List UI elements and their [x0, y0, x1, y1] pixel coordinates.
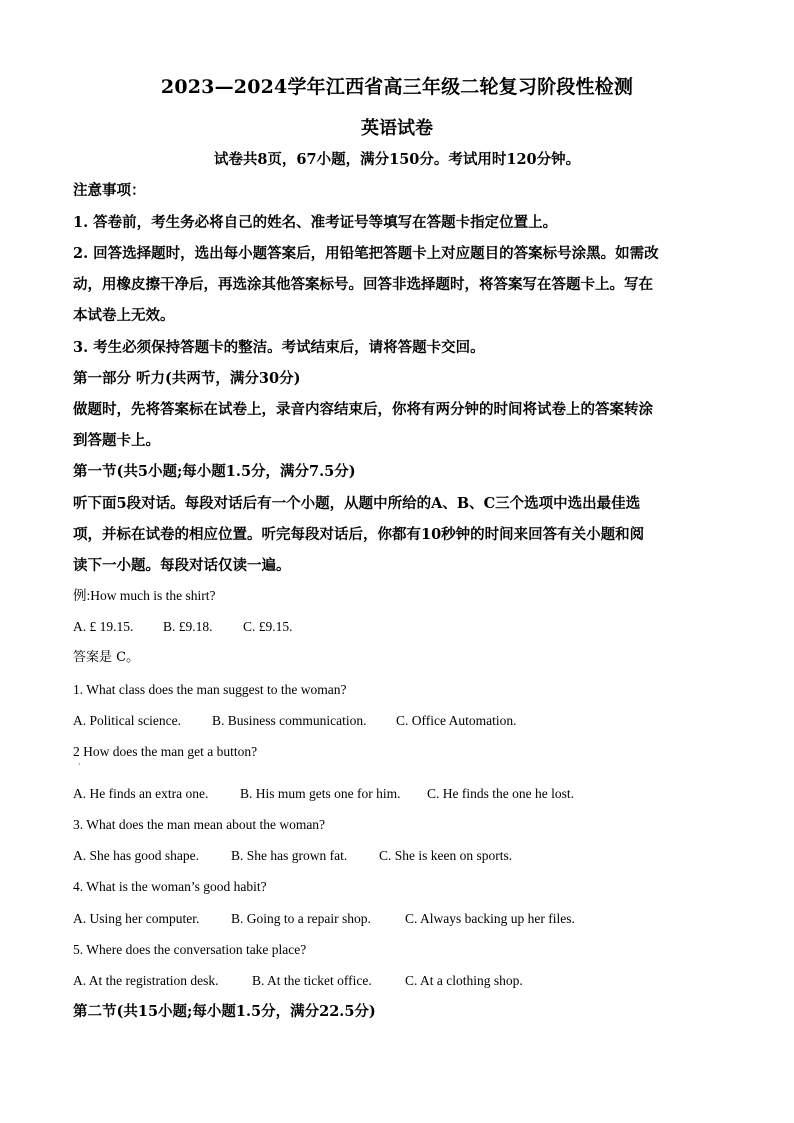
note-item-2-line-2: 动，用橡皮擦干净后，再选涂其他答案标号。回答非选择题时，将答案写在答题卡上。写在: [73, 276, 653, 293]
question-2-option-b: B. His mum gets one for him.: [240, 786, 401, 801]
note-item-2-line-1: 2. 回答选择题时，选出每小题答案后，用铅笔把答题卡上对应题目的答案标号涂黑。如需改: [73, 245, 659, 262]
stray-dot: ·: [78, 760, 81, 769]
question-1-option-c: C. Office Automation.: [396, 713, 517, 728]
question-1-option-b: B. Business communication.: [212, 713, 367, 728]
example-option-c: C. £9.15.: [243, 619, 293, 634]
notes-heading: 注意事项：: [73, 182, 146, 199]
question-1-option-a: A. Political science.: [73, 713, 181, 728]
question-3-option-c: C. She is keen on sports.: [379, 848, 513, 863]
exam-info: 试卷共8页，67小题，满分150分。考试用时120分钟。: [213, 151, 581, 168]
question-1-stem: 1. What class does the man suggest to the woman?: [73, 682, 347, 697]
question-2-option-c: C. He finds the one he lost.: [427, 786, 574, 801]
question-1-options: [73, 711, 733, 731]
question-5-option-a: A. At the registration desk.: [73, 973, 219, 988]
question-4-option-a: A. Using her computer.: [73, 911, 200, 926]
question-5-options: [73, 971, 733, 991]
note-item-3: 3. 考生必须保持答题卡的整洁。考试结束后，请将答题卡交回。: [73, 339, 485, 356]
question-2-option-a: A. He finds an extra one.: [73, 786, 209, 801]
question-4-option-b: B. Going to a repair shop.: [231, 911, 371, 926]
question-3-option-a: A. She has good shape.: [73, 848, 199, 863]
example-options: [73, 617, 733, 637]
question-5-option-c: C. At a clothing shop.: [405, 973, 523, 988]
question-3-option-b: B. She has grown fat.: [231, 848, 348, 863]
exam-title: 2023—2024学年江西省高三年级二轮复习阶段性检测: [160, 76, 634, 98]
section1-instructions-line-2: 项，并标在试卷的相应位置。听完每段对话后，你都有10秒钟的时间来回答有关小题和阅: [73, 526, 645, 543]
section1-instructions-line-3: 读下一小题。每段对话仅读一遍。: [73, 557, 291, 574]
subject-title: 英语试卷: [361, 118, 433, 139]
example-question: 例:How much is the shirt?: [73, 588, 216, 603]
question-2-options: [73, 784, 733, 804]
question-3-options: [73, 846, 733, 866]
question-4-option-c: C. Always backing up her files.: [405, 911, 575, 926]
question-5-option-b: B. At the ticket office.: [252, 973, 372, 988]
example-answer: 答案是 C。: [73, 650, 140, 665]
section1-heading: 第一节(共5小题;每小题1.5分，满分7.5分): [73, 463, 356, 480]
question-4-stem: 4. What is the woman’s good habit?: [73, 879, 267, 894]
section2-heading: 第二节(共15小题;每小题1.5分，满分22.5分): [73, 1003, 376, 1020]
note-item-1: 1. 答卷前，考生务必将自己的姓名、准考证号等填写在答题卡指定位置上。: [73, 214, 558, 231]
example-option-a: A. £ 19.15.: [73, 619, 134, 634]
question-2-stem: 2 How does the man get a button?: [73, 744, 258, 759]
part1-instructions-line-2: 到答题卡上。: [73, 432, 160, 449]
section1-instructions-line-1: 听下面5段对话。每段对话后有一个小题，从题中所给的A、B、C三个选项中选出最佳选: [73, 495, 641, 512]
question-5-stem: 5. Where does the conversation take place?: [73, 942, 307, 957]
part1-heading: 第一部分 听力(共两节，满分30分): [73, 370, 301, 387]
part1-instructions-line-1: 做题时，先将答案标在试卷上，录音内容结束后，你将有两分钟的时间将试卷上的答案转涂: [73, 401, 653, 418]
question-4-options: [73, 909, 733, 929]
note-item-2-line-3: 本试卷上无效。: [73, 307, 175, 324]
example-option-b: B. £9.18.: [163, 619, 213, 634]
question-3-stem: 3. What does the man mean about the woman?: [73, 817, 326, 832]
